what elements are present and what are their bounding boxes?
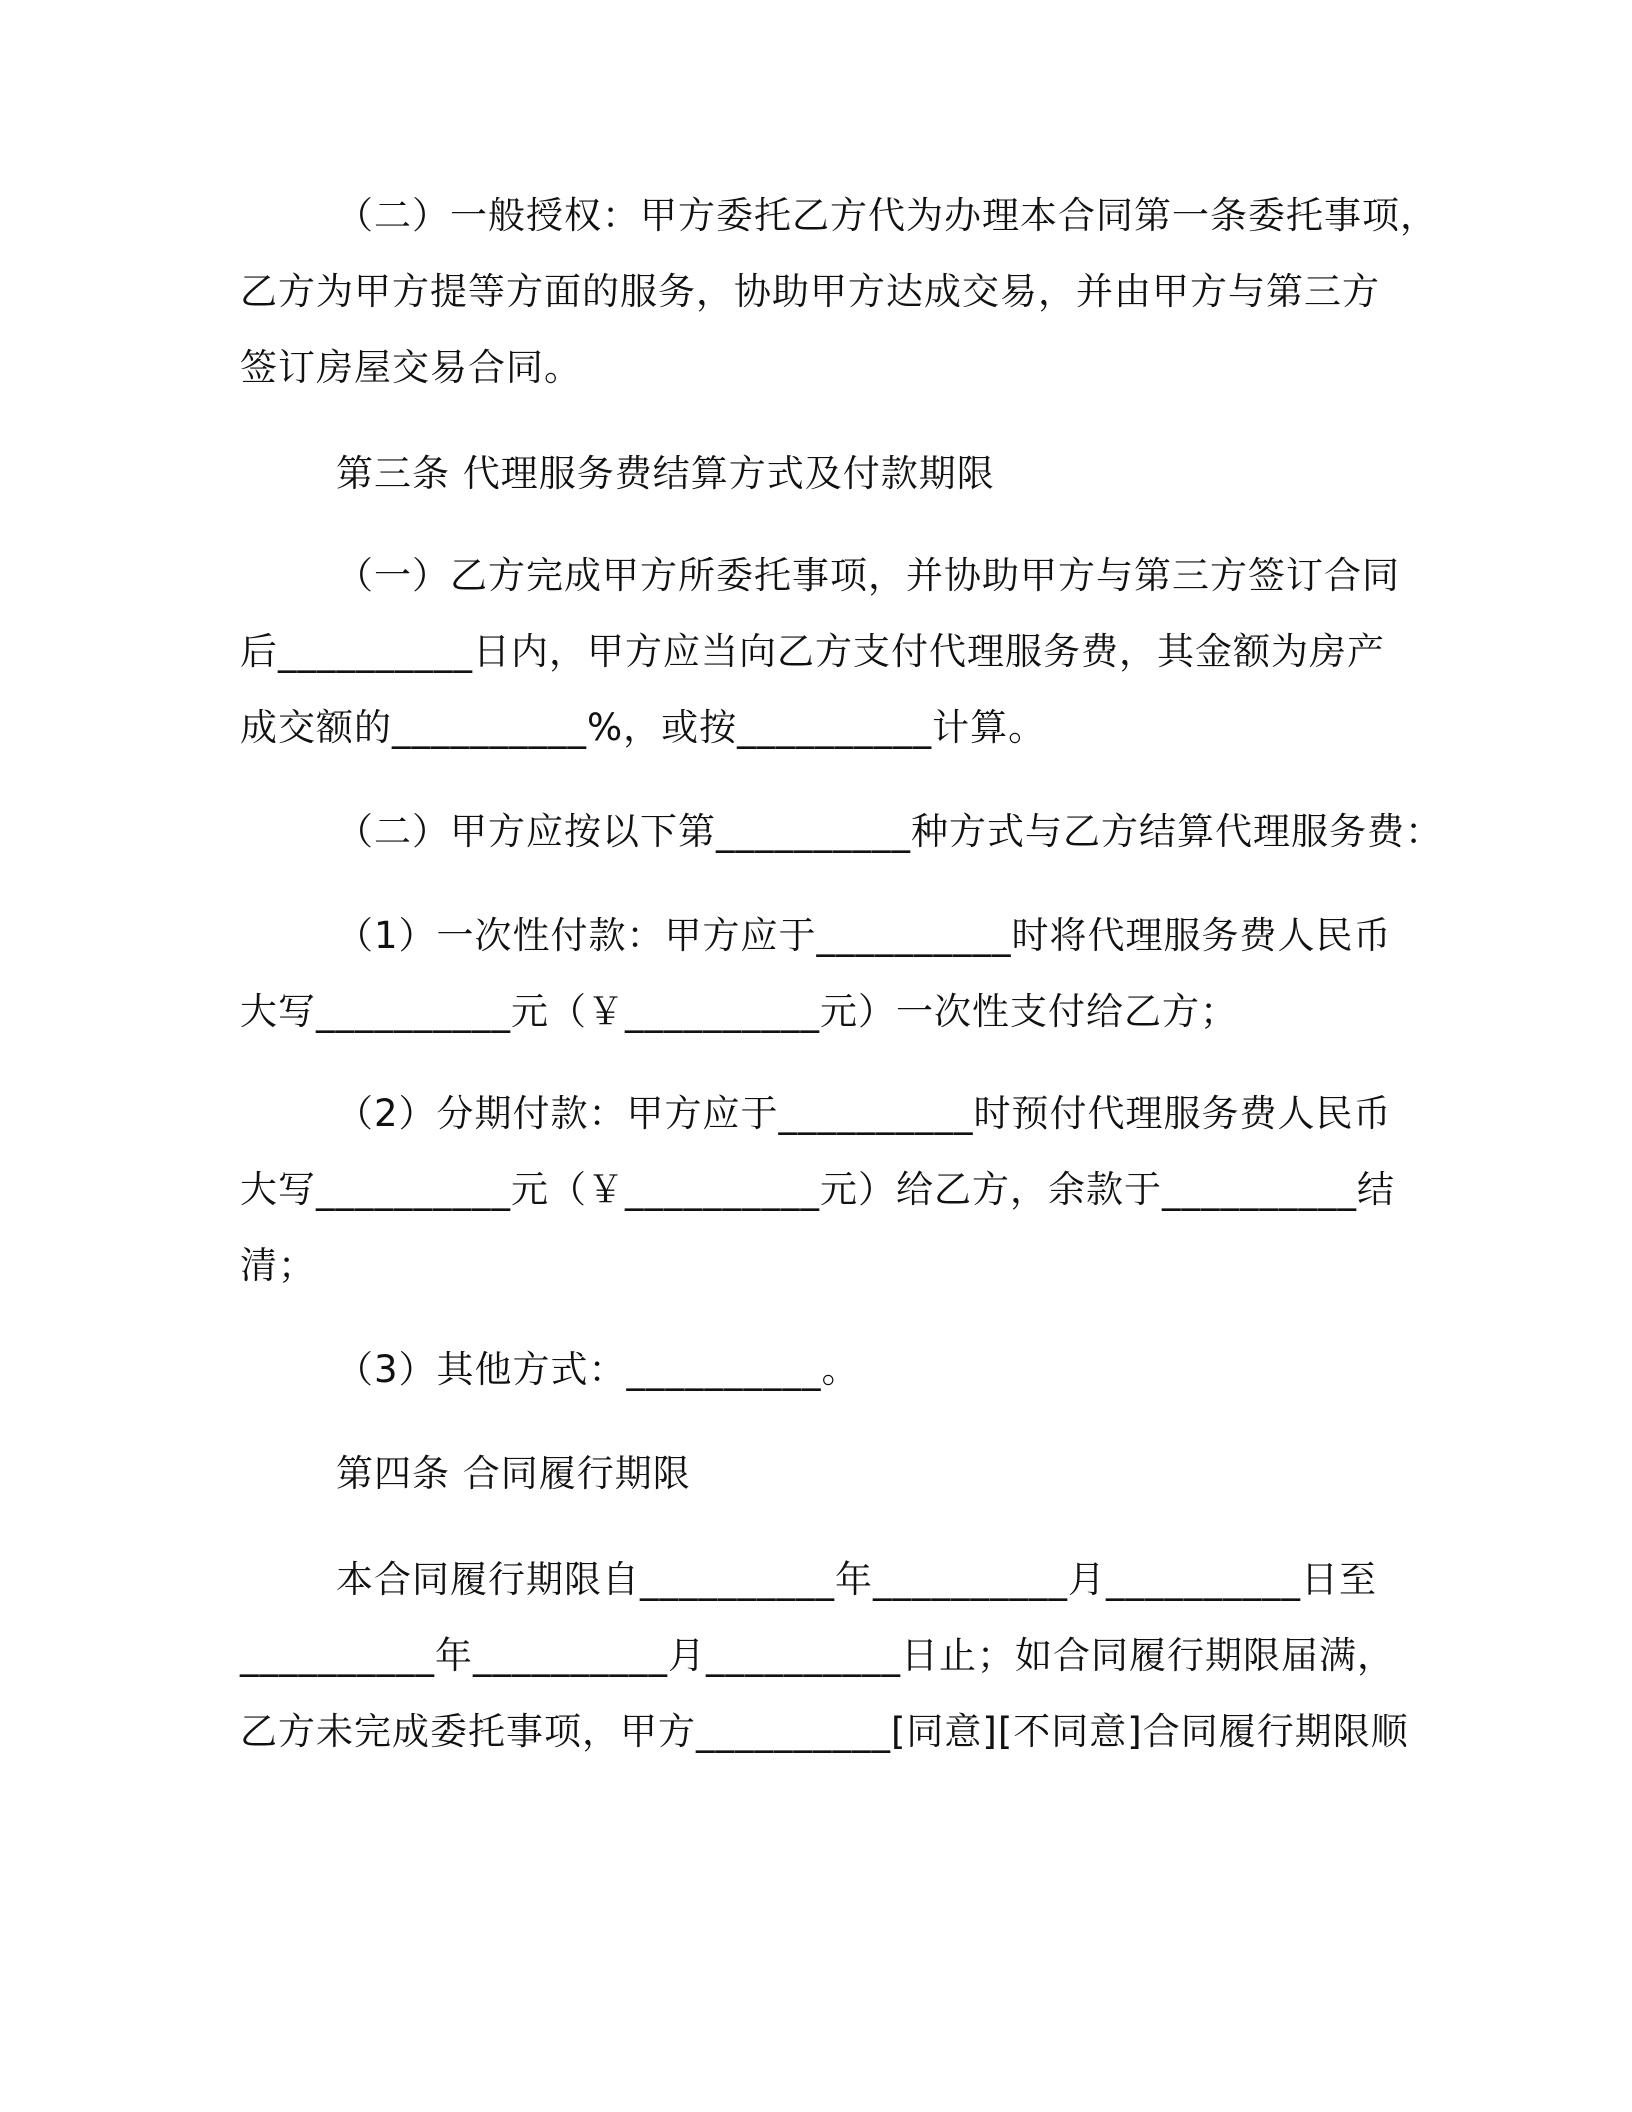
paragraph-2-general-authorization-line-3: 签订房屋交易合同。 <box>240 346 582 389</box>
article-4-heading: 第四条 合同履行期限 <box>336 1452 691 1495</box>
article-3-item-1-line-2: 后__________日内，甲方应当向乙方支付代理服务费，其金额为房产 <box>240 630 1385 673</box>
payment-option-2-line-3: 清； <box>240 1244 316 1287</box>
payment-option-2-line-2: 大写__________元（￥__________元）给乙方，余款于__________结 <box>240 1168 1395 1211</box>
paragraph-2-general-authorization-line-1: （二）一般授权：甲方委托乙方代为办理本合同第一条委托事项， <box>336 194 1438 237</box>
article-4-text-line-2: __________年__________月__________日止；如合同履行期限届满， <box>240 1634 1395 1677</box>
article-4-text-line-3: 乙方未完成委托事项，甲方__________[同意][不同意]合同履行期限顺 <box>240 1710 1409 1753</box>
payment-option-1-line-2: 大写__________元（￥__________元）一次性支付给乙方； <box>240 990 1238 1033</box>
paragraph-2-general-authorization-line-2: 乙方为甲方提等方面的服务，协助甲方达成交易，并由甲方与第三方 <box>240 270 1380 313</box>
article-4-text-line-1: 本合同履行期限自__________年__________月__________日至 <box>336 1558 1377 1601</box>
article-3-heading: 第三条 代理服务费结算方式及付款期限 <box>336 452 995 495</box>
payment-option-2-line-1: （2）分期付款：甲方应于__________时预付代理服务费人民币 <box>336 1092 1392 1135</box>
article-3-item-2: （二）甲方应按以下第__________种方式与乙方结算代理服务费： <box>336 810 1443 853</box>
article-3-item-1-line-1: （一）乙方完成甲方所委托事项，并协助甲方与第三方签订合同 <box>336 554 1400 597</box>
article-3-item-1-line-3: 成交额的__________%，或按__________计算。 <box>240 706 1047 749</box>
payment-option-3: （3）其他方式：__________。 <box>336 1348 860 1391</box>
payment-option-1-line-1: （1）一次性付款：甲方应于__________时将代理服务费人民币 <box>336 914 1392 957</box>
